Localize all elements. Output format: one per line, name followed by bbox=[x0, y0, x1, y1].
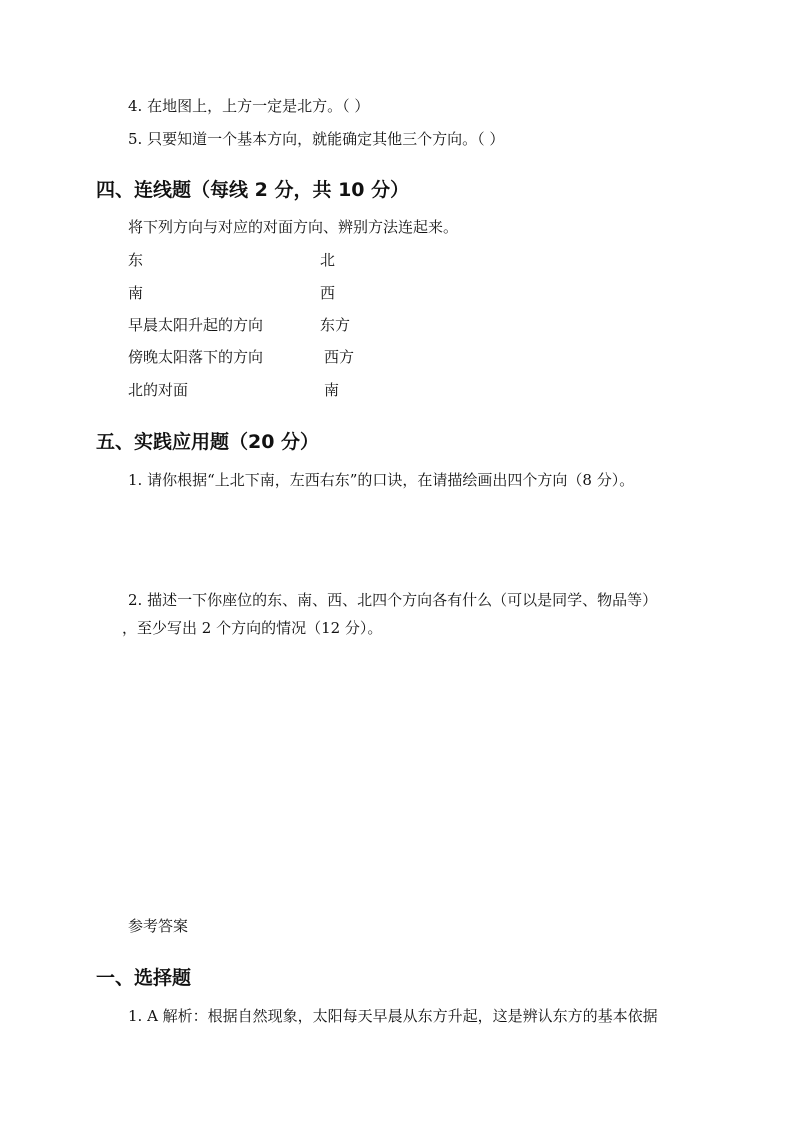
section-heading-practice: 五、实践应用题（20 分） bbox=[96, 431, 320, 453]
matching-left-item: 东 bbox=[128, 251, 144, 269]
answer-key-label: 参考答案 bbox=[128, 917, 189, 935]
matching-right-item: 西 bbox=[320, 284, 336, 302]
practice-question-2-line-1: 2. 描述一下你座位的东、南、西、北四个方向各有什么（可以是同学、物品等） bbox=[128, 591, 658, 609]
practice-question-1: 1. 请你根据“上北下南，左西右东”的口诀，在请描绘画出四个方向（8 分）。 bbox=[128, 471, 635, 489]
tf-question-5: 5. 只要知道一个基本方向，就能确定其他三个方向。（ ） bbox=[128, 130, 505, 148]
matching-right-item: 西方 bbox=[324, 348, 355, 366]
tf-question-4: 4. 在地图上，上方一定是北方。（ ） bbox=[128, 97, 370, 115]
matching-instruction: 将下列方向与对应的对面方向、辨别方法连起来。 bbox=[128, 218, 459, 236]
answer-section-heading: 一、选择题 bbox=[96, 967, 192, 989]
matching-left-item: 南 bbox=[128, 284, 144, 302]
matching-right-item: 东方 bbox=[320, 316, 351, 334]
matching-right-item: 北 bbox=[320, 251, 336, 269]
matching-right-item: 南 bbox=[324, 381, 340, 399]
matching-left-item: 北的对面 bbox=[128, 381, 189, 399]
section-heading-matching: 四、连线题（每线 2 分，共 10 分） bbox=[96, 179, 410, 201]
matching-left-item: 早晨太阳升起的方向 bbox=[128, 316, 264, 334]
practice-question-2-line-2: ，至少写出 2 个方向的情况（12 分）。 bbox=[122, 619, 383, 637]
answer-1: 1. A 解析：根据自然现象，太阳每天早晨从东方升起，这是辨认东方的基本依据 bbox=[128, 1007, 658, 1025]
matching-left-item: 傍晚太阳落下的方向 bbox=[128, 348, 264, 366]
